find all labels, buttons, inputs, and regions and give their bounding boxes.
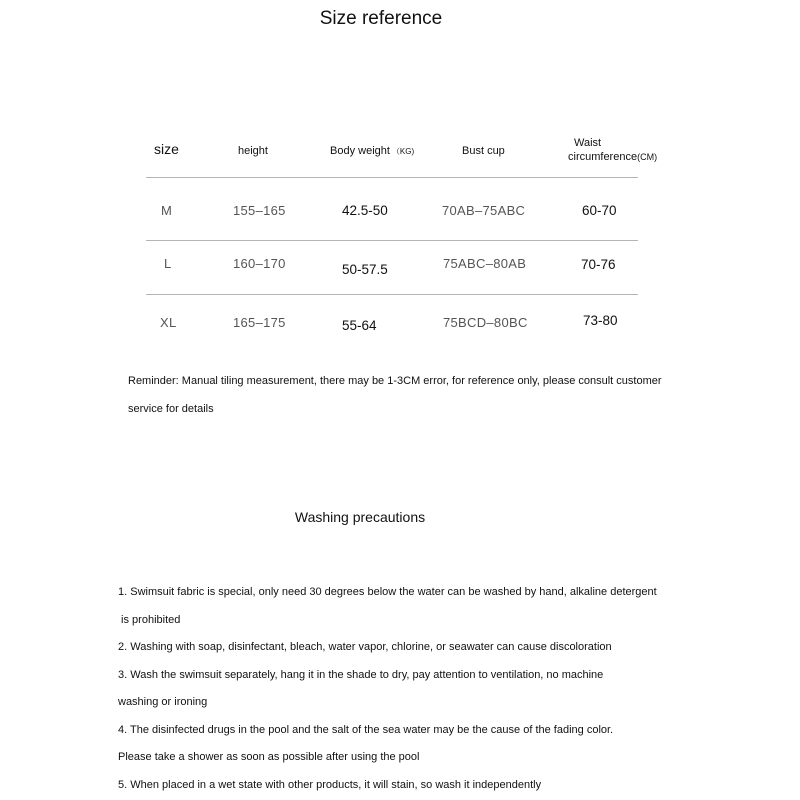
- washing-note-line: washing or ironing: [118, 696, 208, 708]
- header-body-weight: [330, 145, 414, 157]
- header-waist-line2: [568, 150, 657, 164]
- row-xl-waist: 73-80: [583, 313, 618, 328]
- header-body-weight-unit: （KG): [391, 147, 415, 156]
- row-l-height: 160–170: [233, 256, 286, 271]
- header-waist-unit: (CM): [637, 152, 658, 162]
- row-l-weight: 50-57.5: [342, 262, 388, 277]
- washing-note-line: 1. Swimsuit fabric is special, only need 30 degrees below the water can be washed by hand, alkaline detergent: [118, 586, 657, 598]
- row-m-waist: 60-70: [582, 203, 617, 218]
- row-xl-size: XL: [160, 315, 177, 330]
- row-xl-weight: 55-64: [342, 318, 377, 333]
- washing-note-line: 4. The disinfected drugs in the pool and the salt of the sea water may be the cause of the fading color.: [118, 724, 614, 736]
- table-divider: [146, 177, 638, 178]
- washing-note-line: 5. When placed in a wet state with other products, it will stain, so wash it independently: [118, 779, 542, 791]
- reminder-text: Reminder: Manual tiling measurement, there may be 1-3CM error, for reference only, please consult customer service for details: [128, 375, 662, 415]
- row-m-bust: 70AB–75ABC: [442, 203, 526, 218]
- washing-title: Washing precautions: [294, 509, 426, 525]
- row-xl-height: 165–175: [233, 315, 286, 330]
- washing-note-line: is prohibited: [118, 614, 181, 626]
- table-divider: [146, 294, 638, 295]
- header-bust-cup: Bust cup: [462, 145, 505, 157]
- row-l-bust: 75ABC–80AB: [443, 256, 527, 271]
- row-l-size: L: [164, 256, 172, 271]
- header-waist-label: circumference: [568, 151, 638, 163]
- table-divider: [146, 240, 638, 241]
- washing-note-line: 3. Wash the swimsuit separately, hang it in the shade to dry, pay attention to ventilation, no machine: [118, 669, 604, 681]
- row-m-height: 155–165: [233, 203, 286, 218]
- row-m-weight: 42.5-50: [342, 203, 388, 218]
- row-xl-bust: 75BCD–80BC: [443, 315, 528, 330]
- header-height: height: [238, 145, 268, 157]
- header-body-weight-label: Body weight: [330, 145, 390, 157]
- page-title: Size reference: [319, 8, 443, 29]
- washing-note-line: Please take a shower as soon as possible after using the pool: [118, 751, 420, 763]
- header-size: size: [154, 141, 179, 157]
- header-waist: [568, 136, 657, 164]
- row-l-waist: 70-76: [581, 257, 616, 272]
- header-waist-line1: Waist: [574, 137, 602, 149]
- washing-note-line: 2. Washing with soap, disinfectant, bleach, water vapor, chlorine, or seawater can cause discoloration: [118, 641, 612, 653]
- row-m-size: M: [161, 203, 173, 218]
